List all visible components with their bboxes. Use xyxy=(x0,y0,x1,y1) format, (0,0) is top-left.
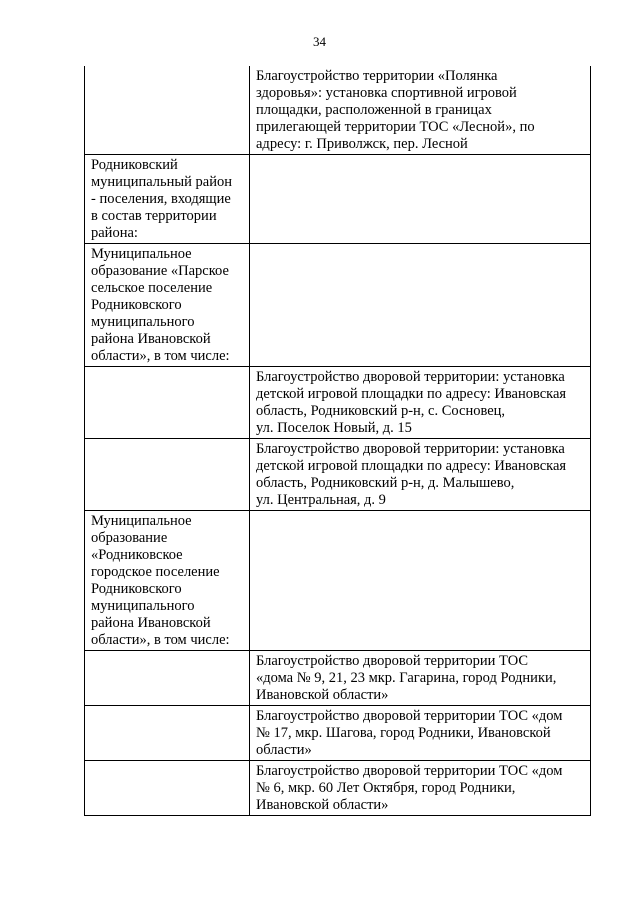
cell-text-line: области», в том числе: xyxy=(91,348,230,364)
cell-text-line: «Родниковское xyxy=(91,547,183,563)
table-cell-project xyxy=(250,439,591,511)
cell-text-line: детской игровой площадки по адресу: Ивановская xyxy=(256,386,567,402)
cell-text-line: муниципального xyxy=(91,598,195,614)
cell-text-line: городское поселение xyxy=(91,564,220,580)
table-row xyxy=(85,155,591,244)
cell-text-line: - поселения, входящие xyxy=(91,191,231,207)
table-row xyxy=(85,244,591,367)
cell-text-line: область, Родниковский р-н, с. Сосновец, xyxy=(256,403,506,419)
cell-text-line: Благоустройство территории «Полянка xyxy=(256,68,498,84)
cell-text-line: № 17, мкр. Шагова, город Родники, Ивановской xyxy=(256,725,551,741)
table-cell-project xyxy=(250,367,591,439)
cell-text-line: Ивановской области» xyxy=(256,797,389,813)
cell-text-line: области» xyxy=(256,742,312,758)
table-cell-project xyxy=(250,706,591,761)
table-row xyxy=(85,651,591,706)
table-cell-territory xyxy=(85,761,250,816)
cell-text-line: Благоустройство дворовой территории ТОС xyxy=(256,653,529,669)
cell-text-line: Благоустройство дворовой территории ТОС «дом xyxy=(256,763,563,779)
cell-text-line: Родниковского xyxy=(91,581,182,597)
cell-text-line: «дома № 9, 21, 23 мкр. Гагарина, город Родники, xyxy=(256,670,557,686)
table-cell-territory xyxy=(85,244,250,367)
table-cell-project xyxy=(250,66,591,155)
cell-text-line: Родниковский xyxy=(91,157,178,173)
cell-text-line: Благоустройство дворовой территории: установка xyxy=(256,441,565,457)
cell-text-line: муниципальный район xyxy=(91,174,232,190)
table-row xyxy=(85,511,591,651)
table-cell-project xyxy=(250,511,591,651)
table-body xyxy=(85,66,591,816)
cell-text-line: образование «Парское xyxy=(91,263,229,279)
table-cell-territory xyxy=(85,439,250,511)
table-cell-territory xyxy=(85,155,250,244)
cell-text-line: Родниковского xyxy=(91,297,182,313)
table-cell-territory xyxy=(85,651,250,706)
cell-text-line: адресу: г. Приволжск, пер. Лесной xyxy=(256,136,468,152)
cell-text-line: ул. Поселок Новый, д. 15 xyxy=(256,420,412,436)
cell-text-line: прилегающей территории ТОС «Лесной», по xyxy=(256,119,535,135)
cell-text-line: района Ивановской xyxy=(91,331,211,347)
table-row xyxy=(85,367,591,439)
table-cell-project xyxy=(250,651,591,706)
cell-text-line: района Ивановской xyxy=(91,615,211,631)
table-cell-project xyxy=(250,761,591,816)
cell-text-line: Муниципальное xyxy=(91,246,192,262)
cell-text-line: область, Родниковский р-н, д. Малышево, xyxy=(256,475,515,491)
table-cell-project xyxy=(250,244,591,367)
cell-text-line: Благоустройство дворовой территории ТОС «дом xyxy=(256,708,563,724)
cell-text-line: Ивановской области» xyxy=(256,687,389,703)
page-number: 34 xyxy=(313,34,326,49)
cell-text-line: детской игровой площадки по адресу: Ивановская xyxy=(256,458,567,474)
cell-text-line: образование xyxy=(91,530,168,546)
table-cell-territory xyxy=(85,706,250,761)
table-cell-territory xyxy=(85,367,250,439)
cell-text-line: площадки, расположенной в границах xyxy=(256,102,492,118)
table-row xyxy=(85,66,591,155)
cell-text-line: Муниципальное xyxy=(91,513,192,529)
cell-text-line: здоровья»: установка спортивной игровой xyxy=(256,85,517,101)
table-row xyxy=(85,706,591,761)
table-cell-project xyxy=(250,155,591,244)
table-cell-territory xyxy=(85,511,250,651)
document-table xyxy=(84,66,591,816)
table-cell-territory xyxy=(85,66,250,155)
cell-text-line: муниципального xyxy=(91,314,195,330)
cell-text-line: Благоустройство дворовой территории: установка xyxy=(256,369,565,385)
cell-text-line: области», в том числе: xyxy=(91,632,230,648)
cell-text-line: ул. Центральная, д. 9 xyxy=(256,492,386,508)
cell-text-line: № 6, мкр. 60 Лет Октября, город Родники, xyxy=(256,780,516,796)
cell-text-line: в состав территории xyxy=(91,208,217,224)
cell-text-line: сельское поселение xyxy=(91,280,213,296)
cell-text-line: района: xyxy=(91,225,138,241)
table-row xyxy=(85,761,591,816)
table-row xyxy=(85,439,591,511)
